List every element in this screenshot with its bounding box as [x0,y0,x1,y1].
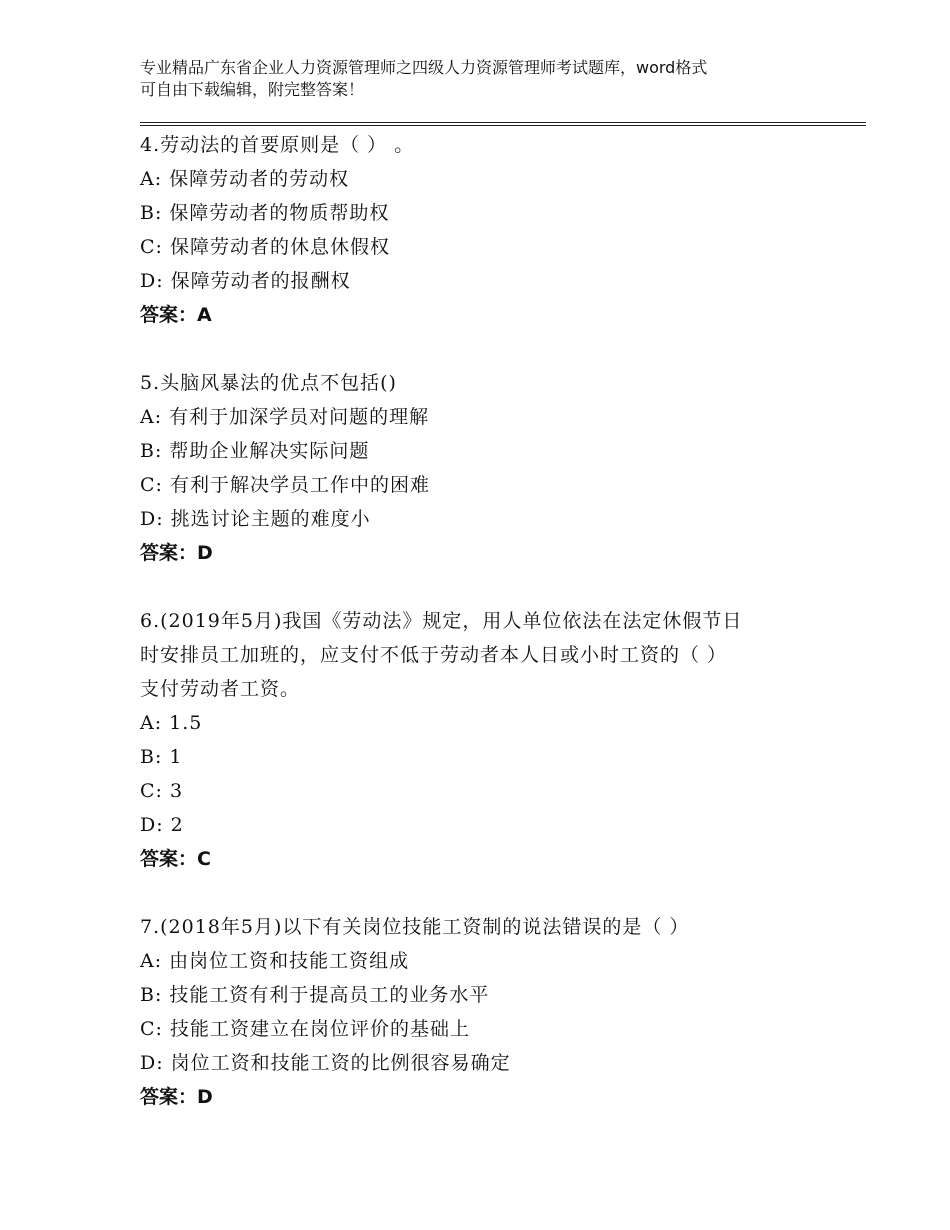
option-a: A: 1.5 [140,712,203,734]
answer: 答案：C [140,848,211,870]
question-stem: 4.劳动法的首要原则是（ ） 。 [140,134,415,156]
option-b: B: 保障劳动者的物质帮助权 [140,202,390,224]
question-4 [140,128,820,332]
question-stem-line-2: 时安排员工加班的，应支付不低于劳动者本人日或小时工资的（ ） [140,644,728,666]
spacer [140,570,820,604]
option-d: D: 2 [140,814,184,836]
option-b: B: 技能工资有利于提高员工的业务水平 [140,984,490,1006]
question-6 [140,604,820,876]
option-a: A: 保障劳动者的劳动权 [140,168,350,190]
answer: 答案：A [140,304,212,326]
option-a: A: 有利于加深学员对问题的理解 [140,406,430,428]
question-list [140,128,820,1114]
answer: 答案：D [140,542,213,564]
header-line-2: 可自由下载编辑，附完整答案！ [140,80,365,99]
question-5 [140,366,820,570]
header-rule-bottom [140,125,866,126]
option-d: D: 保障劳动者的报酬权 [140,270,351,292]
question-stem-line-1: 6.(2019年5月)我国《劳动法》规定，用人单位依法在法定休假节日 [140,610,743,632]
option-c: C: 3 [140,780,184,802]
spacer [140,332,820,366]
header-rule-top [140,122,866,123]
question-stem: 7.(2018年5月)以下有关岗位技能工资制的说法错误的是（ ） [140,916,690,938]
spacer [140,876,820,910]
question-7 [140,910,820,1114]
option-b: B: 帮助企业解决实际问题 [140,440,370,462]
option-c: C: 保障劳动者的休息休假权 [140,236,390,258]
document-header [140,57,840,101]
option-a: A: 由岗位工资和技能工资组成 [140,950,410,972]
question-stem-line-3: 支付劳动者工资。 [140,678,301,700]
option-d: D: 挑选讨论主题的难度小 [140,508,371,530]
option-c: C: 技能工资建立在岗位评价的基础上 [140,1018,470,1040]
option-b: B: 1 [140,746,183,768]
header-line-1: 专业精品广东省企业人力资源管理师之四级人力资源管理师考试题库，word格式 [140,58,708,77]
question-stem: 5.头脑风暴法的优点不包括() [140,372,397,394]
answer: 答案：D [140,1086,213,1108]
option-d: D: 岗位工资和技能工资的比例很容易确定 [140,1052,511,1074]
option-c: C: 有利于解决学员工作中的困难 [140,474,430,496]
